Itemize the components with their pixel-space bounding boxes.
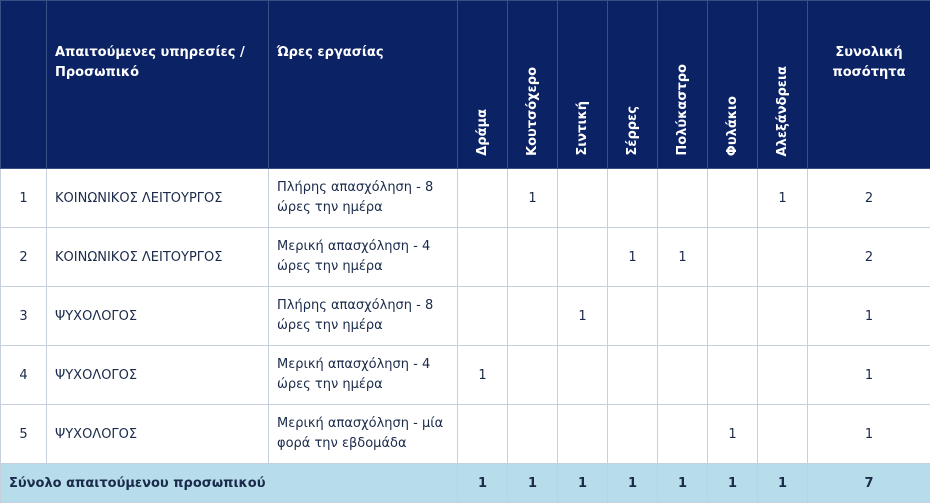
header-location-koutsochero: Κουτσόχερο — [508, 1, 558, 169]
row-hours: Πλήρης απασχόληση - 8 ώρες την ημέρα — [269, 169, 458, 228]
row-hours: Πλήρης απασχόληση - 8 ώρες την ημέρα — [269, 287, 458, 346]
row-value-sintiki: 1 — [558, 287, 608, 346]
row-hours: Μερική απασχόληση - μία φορά την εβδομάδα — [269, 405, 458, 464]
summary-value-fylakio: 1 — [708, 464, 758, 503]
summary-value-polykastro: 1 — [658, 464, 708, 503]
row-value-drama — [458, 405, 508, 464]
table-row — [1, 405, 930, 464]
header-location-polykastro: Πολύκαστρο — [658, 1, 708, 169]
row-value-alexandreia — [758, 405, 808, 464]
row-index: 1 — [1, 169, 47, 228]
row-value-sintiki — [558, 228, 608, 287]
row-index: 5 — [1, 405, 47, 464]
row-total: 2 — [808, 169, 930, 228]
row-index: 4 — [1, 346, 47, 405]
summary-label: Σύνολο απαιτούμενου προσωπικού — [1, 464, 458, 503]
row-value-drama — [458, 228, 508, 287]
row-value-polykastro — [658, 169, 708, 228]
row-value-fylakio — [708, 287, 758, 346]
summary-row — [1, 464, 930, 503]
row-value-serres — [608, 287, 658, 346]
row-hours: Μερική απασχόληση - 4 ώρες την ημέρα — [269, 228, 458, 287]
row-value-polykastro: 1 — [658, 228, 708, 287]
row-value-koutsochero — [508, 287, 558, 346]
row-value-koutsochero — [508, 228, 558, 287]
row-value-fylakio — [708, 228, 758, 287]
row-service: ΨΥΧΟΛΟΓΟΣ — [47, 287, 269, 346]
row-value-alexandreia — [758, 287, 808, 346]
row-value-koutsochero — [508, 346, 558, 405]
header-location-drama: Δράμα — [458, 1, 508, 169]
row-value-sintiki — [558, 346, 608, 405]
header-location-alexandreia: Αλεξάνδρεια — [758, 1, 808, 169]
summary-value-sintiki: 1 — [558, 464, 608, 503]
row-value-serres — [608, 169, 658, 228]
header-total: Συνολική ποσότητα — [808, 1, 930, 169]
row-value-alexandreia: 1 — [758, 169, 808, 228]
table-row — [1, 169, 930, 228]
summary-value-alexandreia: 1 — [758, 464, 808, 503]
table-row — [1, 346, 930, 405]
header-hours: Ώρες εργασίας — [269, 1, 458, 169]
row-value-serres — [608, 405, 658, 464]
summary-value-serres: 1 — [608, 464, 658, 503]
row-service: ΨΥΧΟΛΟΓΟΣ — [47, 346, 269, 405]
summary-value-koutsochero: 1 — [508, 464, 558, 503]
row-index: 3 — [1, 287, 47, 346]
row-value-koutsochero — [508, 405, 558, 464]
row-value-fylakio — [708, 346, 758, 405]
header-index — [1, 1, 47, 169]
header-location-serres: Σέρρες — [608, 1, 658, 169]
row-value-drama — [458, 287, 508, 346]
row-value-fylakio: 1 — [708, 405, 758, 464]
summary-total: 7 — [808, 464, 930, 503]
row-service: ΚΟΙΝΩΝΙΚΟΣ ΛΕΙΤΟΥΡΓΟΣ — [47, 169, 269, 228]
row-value-polykastro — [658, 287, 708, 346]
row-value-serres: 1 — [608, 228, 658, 287]
row-value-polykastro — [658, 405, 708, 464]
row-index: 2 — [1, 228, 47, 287]
header-row — [1, 1, 930, 169]
row-value-serres — [608, 346, 658, 405]
row-value-alexandreia — [758, 228, 808, 287]
row-value-koutsochero: 1 — [508, 169, 558, 228]
row-value-fylakio — [708, 169, 758, 228]
row-service: ΨΥΧΟΛΟΓΟΣ — [47, 405, 269, 464]
row-value-alexandreia — [758, 346, 808, 405]
row-total: 2 — [808, 228, 930, 287]
row-value-polykastro — [658, 346, 708, 405]
row-total: 1 — [808, 287, 930, 346]
row-value-drama: 1 — [458, 346, 508, 405]
row-value-drama — [458, 169, 508, 228]
header-location-fylakio: Φυλάκιο — [708, 1, 758, 169]
row-total: 1 — [808, 405, 930, 464]
table-row — [1, 228, 930, 287]
row-total: 1 — [808, 346, 930, 405]
header-location-sintiki: Σιντική — [558, 1, 608, 169]
row-hours: Μερική απασχόληση - 4 ώρες την ημέρα — [269, 346, 458, 405]
summary-value-drama: 1 — [458, 464, 508, 503]
header-service: Απαιτούμενες υπηρεσίες / Προσωπικό — [47, 1, 269, 169]
table-row — [1, 287, 930, 346]
row-service: ΚΟΙΝΩΝΙΚΟΣ ΛΕΙΤΟΥΡΓΟΣ — [47, 228, 269, 287]
row-value-sintiki — [558, 169, 608, 228]
row-value-sintiki — [558, 405, 608, 464]
